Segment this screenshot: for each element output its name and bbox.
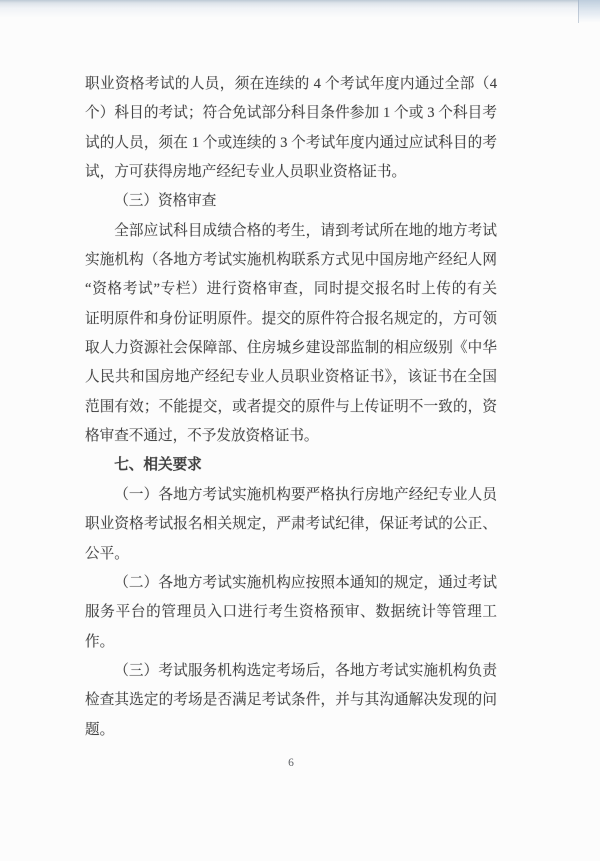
text-line: 全部应试科目成绩合格的考生，请到考试所在地的地方考试 [114, 222, 497, 239]
text-line: 实施机构（各地方考试实施机构联系方式见中国房地产经纪人网 [85, 252, 497, 269]
text-line: 检查其选定的考场是否满足考试条件，并与其沟通解决发现的问 [85, 692, 497, 709]
document-body [85, 70, 497, 745]
text-line: （三）资格审查 [114, 193, 217, 210]
text-line: 公平。 [85, 545, 129, 562]
scan-corner-artifact-top-right [578, 0, 600, 23]
text-line: 题。 [85, 721, 115, 738]
text-line: 服务平台的管理员入口进行考生资格预审、数据统计等管理工 [85, 604, 497, 621]
section-heading: 七、相关要求 [114, 457, 202, 474]
text-line: （一）各地方考试实施机构要严格执行房地产经纪专业人员 [114, 486, 497, 503]
text-line: 职业资格考试的人员，须在连续的 4 个考试年度内通过全部（4 [85, 76, 497, 92]
text-line: 个）科目的考试；符合免试部分科目条件参加 1 个或 3 个科目考 [85, 105, 497, 122]
page-number: 6 [288, 757, 294, 769]
text-line: （三）考试服务机构选定考场后，各地方考试实施机构负责 [114, 662, 497, 679]
scan-edge-artifact-top [0, 0, 600, 18]
text-line: 职业资格考试报名相关规定，严肃考试纪律，保证考试的公正、 [85, 516, 497, 533]
text-line: 取人力资源社会保障部、住房城乡建设部监制的相应级别《中华 [85, 340, 497, 357]
text-line: 证明原件和身份证明原件。提交的原件符合报名规定的，方可领 [85, 310, 497, 327]
text-line: （二）各地方考试实施机构应按照本通知的规定，通过考试 [114, 574, 497, 591]
text-line: 试的人员，须在 1 个或连续的 3 个考试年度内通过应试科目的考 [85, 134, 497, 151]
text-line: “资格考试”专栏）进行资格审查，同时提交报名时上传的有关 [85, 281, 497, 298]
text-line: 人民共和国房地产经纪专业人员职业资格证书》，该证书在全国 [85, 369, 497, 386]
text-line: 格审查不通过，不予发放资格证书。 [85, 428, 319, 445]
text-line: 试，方可获得房地产经纪专业人员职业资格证书。 [85, 164, 407, 181]
text-line: 范围有效；不能提交，或者提交的原件与上传证明不一致的，资 [85, 398, 497, 415]
text-line: 作。 [85, 633, 115, 650]
